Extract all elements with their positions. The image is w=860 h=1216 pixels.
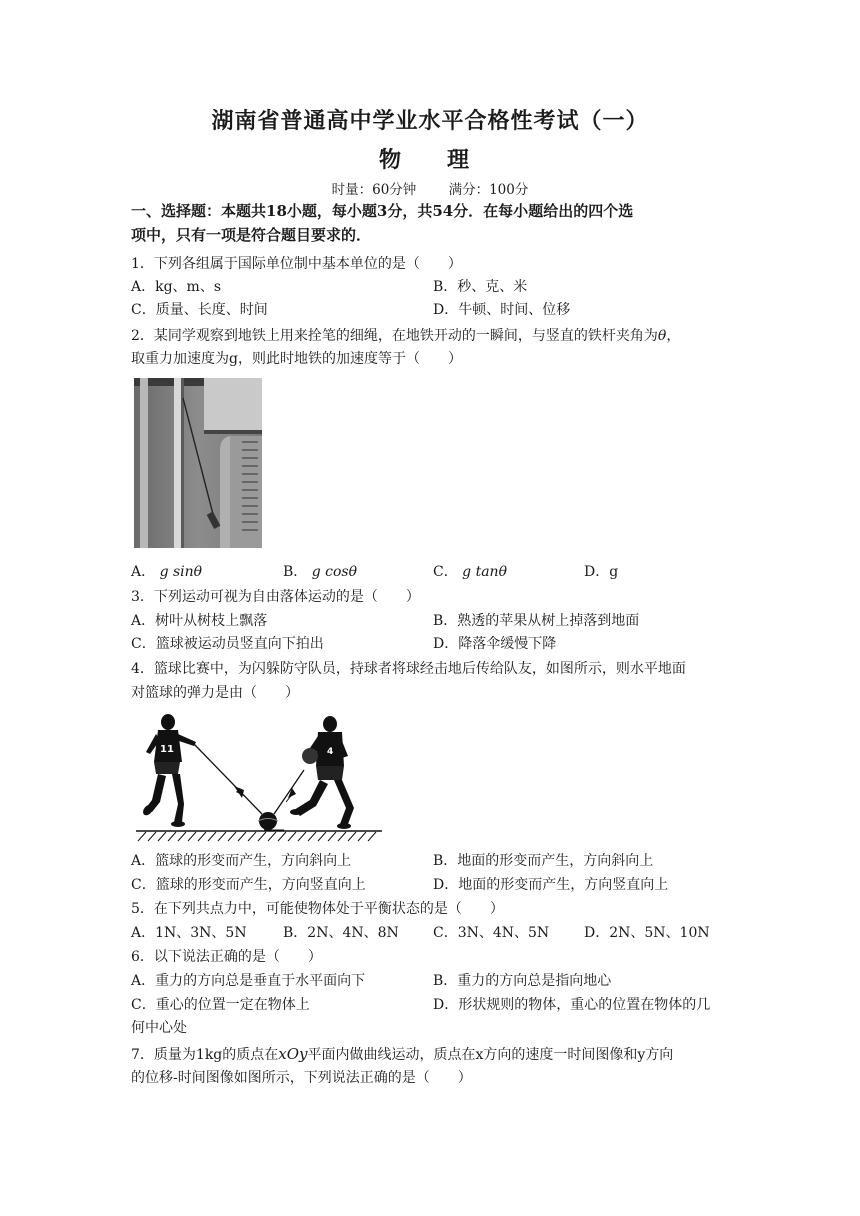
q3-option-d: D．降落伞缓慢下降 bbox=[433, 636, 557, 652]
q5-option-b: B．2N、4N、8N bbox=[283, 925, 399, 941]
q2-subway-photo bbox=[134, 378, 262, 548]
basketball-icon bbox=[259, 812, 277, 830]
q6-option-d-cont: 何中心处 bbox=[131, 1020, 187, 1036]
q4-option-b: B．地面的形变而产生，方向斜向上 bbox=[433, 853, 654, 869]
q4-stem-line1: 4．篮球比赛中，为闪躲防守队员，持球者将球经击地后传给队友，如图所示，则水平地面 bbox=[131, 661, 686, 677]
q5-option-a: A．1N、3N、5N bbox=[131, 925, 247, 941]
subject-title: 物 理 bbox=[378, 147, 481, 173]
player-left bbox=[141, 714, 196, 827]
q3-option-c: C．篮球被运动员竖直向下拍出 bbox=[131, 636, 324, 652]
q2-stem-comma: ， bbox=[666, 328, 681, 344]
q2-option-d: D．g bbox=[584, 564, 619, 580]
q2-stem-text: 2．某同学观察到地铁上用来拴笔的细绳，在地铁开动的一瞬间，与竖直的铁杆夹角为 bbox=[131, 328, 658, 344]
exam-title: 湖南省普通高中学业水平合格性考试（一） bbox=[211, 108, 649, 134]
q7-stem-line2: 的位移-时间图像如图所示，下列说法正确的是（ ） bbox=[131, 1070, 472, 1086]
q6-option-b: B．重力的方向总是指向地心 bbox=[433, 973, 612, 989]
q1-option-c: C．质量、长度、时间 bbox=[131, 302, 268, 318]
q2-option-a: A． g sinθ bbox=[131, 564, 203, 580]
q5-option-c: C．3N、4N、5N bbox=[433, 925, 550, 941]
q1-option-a: A．kg、m、s bbox=[131, 279, 222, 295]
q2-option-b: B． g cosθ bbox=[283, 564, 358, 580]
player-right bbox=[290, 716, 354, 829]
q3-option-a: A．树叶从树枝上飘落 bbox=[131, 613, 268, 629]
q4-option-c: C．篮球的形变而产生，方向竖直向上 bbox=[131, 877, 366, 893]
q2-stem-line1 bbox=[131, 326, 680, 346]
exam-meta bbox=[0, 178, 860, 198]
q6-stem: 6．以下说法正确的是（ ） bbox=[131, 949, 322, 965]
time-limit: 时量：60分钟 bbox=[331, 182, 417, 198]
q6-option-a: A．重力的方向总是垂直于水平面向下 bbox=[131, 973, 366, 989]
q2-option-c: C． g tanθ bbox=[433, 564, 508, 580]
q4-basketball-figure bbox=[134, 708, 384, 844]
q5-option-d: D．2N、5N、10N bbox=[584, 925, 710, 941]
section-heading-line1: 一、选择题：本题共18小题，每小题3分，共54分．在每小题给出的四个选 bbox=[131, 202, 634, 220]
q2-stem-line2: 取重力加速度为g，则此时地铁的加速度等于（ ） bbox=[131, 351, 462, 367]
q1-stem: 1．下列各组属于国际单位制中基本单位的是（ ） bbox=[131, 256, 462, 272]
q4-option-a: A．篮球的形变而产生，方向斜向上 bbox=[131, 853, 352, 869]
q4-stem-line2: 对篮球的弹力是由（ ） bbox=[131, 685, 299, 701]
q1-option-d: D．牛顿、时间、位移 bbox=[433, 302, 571, 318]
q3-stem: 3．下列运动可视为自由落体运动的是（ ） bbox=[131, 589, 420, 605]
player-left-number: 11 bbox=[160, 744, 174, 755]
q7-stem-line1: 7．质量为1kg的质点在xOy平面内做曲线运动，质点在x方向的速度一时间图像和y方向 bbox=[131, 1045, 674, 1063]
full-score: 满分：100分 bbox=[448, 182, 529, 198]
q5-stem: 5．在下列共点力中，可能使物体处于平衡状态的是（ ） bbox=[131, 901, 504, 917]
q1-option-b: B．秒、克、米 bbox=[433, 279, 528, 295]
q3-option-b: B．熟透的苹果从树上掉落到地面 bbox=[433, 613, 640, 629]
player-right-number: 4 bbox=[327, 747, 334, 757]
q6-option-c: C．重心的位置一定在物体上 bbox=[131, 997, 310, 1013]
theta-symbol: θ bbox=[657, 328, 667, 344]
q4-option-d: D．地面的形变而产生，方向竖直向上 bbox=[433, 877, 669, 893]
q6-option-d: D．形状规则的物体，重心的位置在物体的几 bbox=[433, 997, 711, 1013]
section-heading-line2: 项中，只有一项是符合题目要求的． bbox=[131, 226, 372, 244]
xoy-plane: xOy bbox=[278, 1045, 308, 1063]
